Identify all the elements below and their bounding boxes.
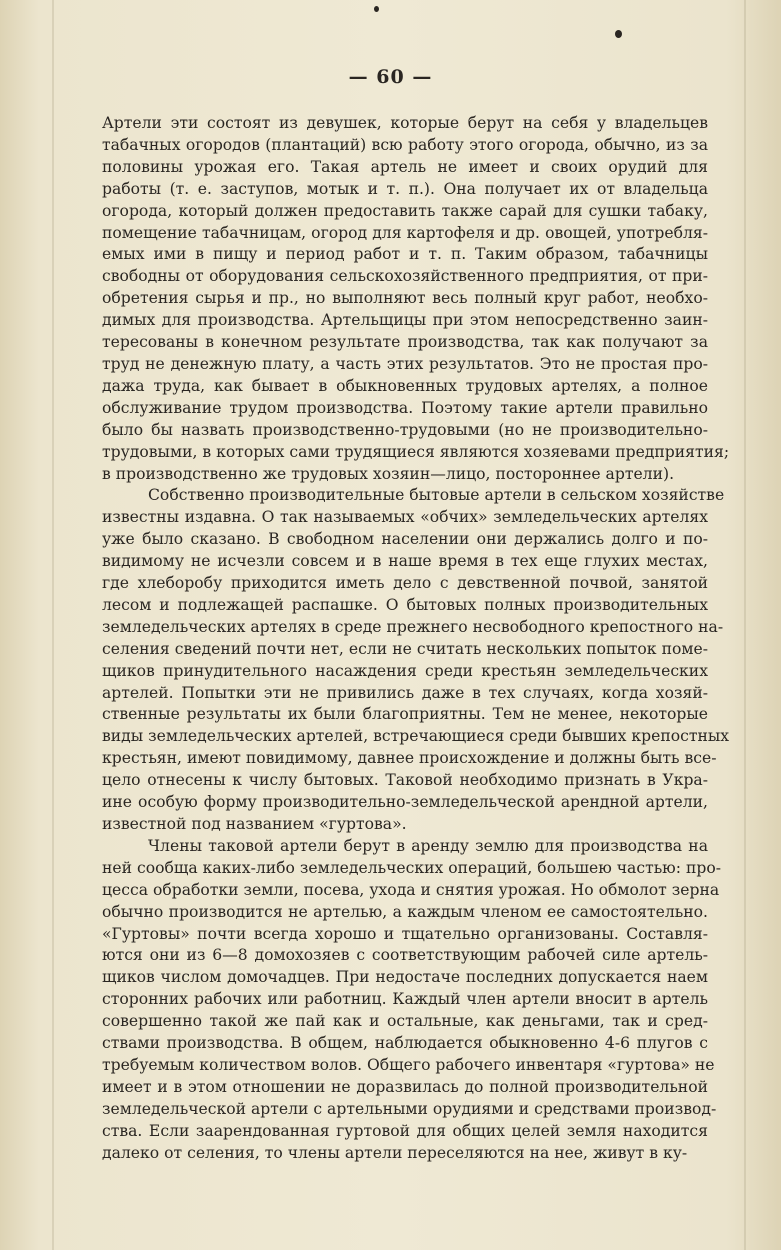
text-line: крестьян, имеют повидимому, давнее происхождение и должны быть все- xyxy=(102,749,717,768)
text-line: табачных огородов (плантаций) всю работу этого огорода, обычно, из за xyxy=(102,135,708,154)
text-line: обслуживание трудом производства. Поэтому такие артели правильно xyxy=(102,398,708,417)
body-text xyxy=(102,113,730,1165)
page-fold-right xyxy=(744,0,746,1250)
text-line: ине особую форму производительно-земледельческой арендной артели, xyxy=(102,793,708,812)
text-line: половины урожая его. Такая артель не имеет и своих орудий для xyxy=(102,157,708,176)
text-line: труд не денежную плату, а часть этих результатов. Это не простая про- xyxy=(102,354,708,373)
text-line: ственные результаты их были благоприятны. Тем не менее, некоторые xyxy=(102,705,708,724)
text-line: виды земледельческих артелей, встречающиеся среди бывших крепостных xyxy=(102,727,730,746)
text-line: Собственно производительные бытовые артели в сельском хозяйстве xyxy=(148,486,725,505)
text-line: совершенно такой же пай как и остальные, как деньгами, так и сред- xyxy=(102,1012,708,1031)
ink-speck xyxy=(374,6,379,12)
text-line: обычно производится не артелью, а каждым членом ее самостоятельно. xyxy=(102,902,708,921)
text-line: работы (т. е. заступов, мотык и т. п.). Она получает их от владельца xyxy=(102,179,708,198)
text-line: ются они из 6—8 домохозяев с соответствующим рабочей силе артель- xyxy=(102,946,708,965)
text-line: обретения сырья и пр., но выполняют весь полный круг работ, необхо- xyxy=(102,289,708,308)
text-line: помещение табачницам, огород для картофеля и др. овощей, употребля- xyxy=(102,223,708,242)
text-line: было бы назвать производственно-трудовыми (но не производительно- xyxy=(102,420,708,439)
text-line: видимому не исчезли совсем и в наше время в тех еще глухих местах, xyxy=(102,552,708,571)
text-line: требуемым количеством волов. Общего рабочего инвентаря «гуртова» не xyxy=(102,1055,715,1074)
text-line: щиков принудительного насаждения среди крестьян земледельческих xyxy=(102,661,708,680)
text-line: димых для производства. Артельщицы при этом непосредственно заин- xyxy=(102,311,708,330)
text-line: ства. Если заарендованная гуртовой для общих целей земля находится xyxy=(102,1121,708,1140)
text-line: где хлеборобу приходится иметь дело с девственной почвой, занятой xyxy=(102,574,708,593)
text-line: Члены таковой артели берут в аренду землю для производства на xyxy=(148,836,708,855)
text-line: далеко от селения, то члены артели переселяются на нее, живут в ку- xyxy=(102,1143,688,1162)
text-line: трудовыми, в которых сами трудящиеся являются хозяевами предприятия; xyxy=(102,442,730,461)
text-line: в производственно же трудовых хозяин—лицо, постороннее артели). xyxy=(102,464,675,483)
paragraph xyxy=(102,836,722,1165)
text-line: тересованы в конечном результате производства, так как получают за xyxy=(102,333,708,352)
text-line: имеет и в этом отношении не доразвилась до полной производительной xyxy=(102,1077,708,1096)
text-line: Артели эти состоят из девушек, которые берут на себя у владельцев xyxy=(102,114,708,132)
page-number: — 60 — xyxy=(348,66,433,88)
text-line: ней сообща каких-либо земледельческих операций, большею частью: про- xyxy=(102,858,722,877)
text-line: цело отнесены к числу бытовых. Таковой необходимо признать в Укра- xyxy=(102,771,708,790)
paragraph xyxy=(102,113,730,485)
text-line: известны издавна. О так называемых «обчих» земледельческих артелях xyxy=(102,508,708,527)
text-line: лесом и подлежащей распашке. О бытовых полных производительных xyxy=(102,595,708,614)
text-line: емых ими в пищу и период работ и т. п. Таким образом, табачницы xyxy=(102,245,708,264)
text-line: цесса обработки земли, посева, ухода и снятия урожая. Но обмолот зерна xyxy=(102,880,720,899)
text-line: дажа труда, как бывает в обыкновенных трудовых артелях, а полное xyxy=(102,376,708,395)
text-line: сторонних рабочих или работниц. Каждый член артели вносит в артель xyxy=(102,990,708,1009)
text-line: селения сведений почти нет, если не считать нескольких попыток поме- xyxy=(102,639,708,658)
text-line: известной под названием «гуртова». xyxy=(102,815,407,833)
text-line: ствами производства. В общем, наблюдается обыкновенно 4-6 плугов с xyxy=(102,1034,708,1053)
text-line: артелей. Попытки эти не привились даже в тех случаях, когда хозяй- xyxy=(102,683,708,702)
text-line: земледельческих артелях в среде прежнего несвободного крепостного на- xyxy=(102,617,724,636)
text-line: «Гуртовы» почти всегда хорошо и тщательно организованы. Составля- xyxy=(102,924,708,943)
text-line: свободны от оборудования сельскохозяйственного предприятия, от при- xyxy=(102,267,708,286)
text-line: уже было сказано. В свободном населении они держались долго и по- xyxy=(102,530,708,549)
page-fold-left xyxy=(52,0,54,1250)
text-line: земледельческой артели с артельными орудиями и средствами производ- xyxy=(102,1099,717,1118)
text-line: огорода, который должен предоставить также сарай для сушки табаку, xyxy=(102,201,708,220)
paragraph xyxy=(102,485,730,836)
text-line: щиков числом домочадцев. При недостаче последних допускается наем xyxy=(102,968,708,987)
ink-speck xyxy=(615,30,622,38)
